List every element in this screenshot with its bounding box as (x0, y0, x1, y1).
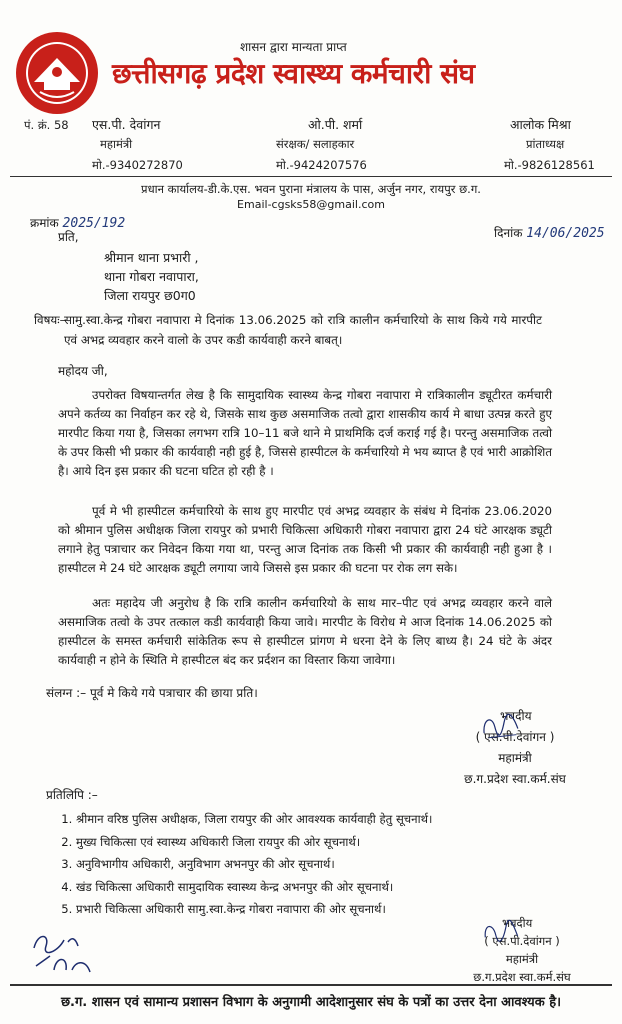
officer-2 (276, 116, 406, 173)
cc-list (54, 808, 574, 921)
signature-name: ( एस.पी.देवांगन ) (484, 934, 560, 948)
ref-label: क्रमांक (30, 216, 59, 230)
officer-role: महामंत्री (100, 137, 133, 151)
paragraph-2: पूर्व मे भी हास्पीटल कर्मचारियो के साथ हुए मारपीट एवं अभद्र व्यवहार के संबंध मे दिनांक 23.06.2020 को श्रीमान पुलिस अधीक्षक जिला रायपुर को प्रभारी चिकित्सा अधिकारी गोबरा नवापारा द्वारा 24 घंटे आरक्षक ड्यूटी लगाने हेतु पत्राचार कर निवेदन किया गया था, परन्तु आज दिनांक तक किसी भी प्रकार की कार्यवाही नही हुआ है । हास्पीटल मे 24 घंटे आरक्षक ड्यूटी लगाया जाये जिससे इस प्रकार की घटना पर रोक लग सके। (58, 504, 552, 575)
officer-role: प्रांताध्यक्ष (526, 137, 565, 151)
addressee-line: श्रीमान थाना प्रभारी , (104, 250, 199, 265)
registration-number: पं. क्रं. 58 (24, 118, 69, 132)
subject-text: सामु.स्वा.केन्द्र गोबरा नवापारा मे दिनांक 13.06.2025 को रात्रि कालीन कर्मचारियो के साथ किये गये मारपीट एवं अभद्र व्यवहार करने वालो के उपर कडी कार्यवाही करने बाबत्। (64, 313, 542, 347)
officer-phone: मो.-9826128561 (504, 158, 595, 172)
officer-name: ओ.पी. शर्मा (308, 117, 363, 132)
union-seal-logo (14, 30, 100, 116)
subject (34, 310, 542, 350)
footer-rule (10, 984, 612, 986)
footer-note: छ.ग. शासन एवं सामान्य प्रशासन विभाग के अनुगामी आदेशानुसार संघ के पत्रों का उत्तर देना आवश्यक है। (60, 995, 562, 1010)
cc-heading: प्रतिलिपि :– (46, 788, 98, 802)
salutation: महोदय जी, (58, 364, 108, 378)
cc-item: 5. प्रभारी चिकित्सा अधिकारी सामु.स्वा.केन्द्र गोबरा नवापारा की ओर सूचनार्थ। (76, 898, 574, 921)
signature-title: महामंत्री (498, 751, 532, 765)
email-address: Email-cgsks58@gmail.com (237, 198, 385, 211)
cc-item: 4. खंड चिकित्सा अधिकारी सामुदायिक स्वास्थ्य केन्द्र अभनपुर की ओर सूचनार्थ। (76, 876, 574, 899)
recognition-line: शासन द्वारा मान्यता प्राप्त (240, 40, 347, 54)
officer-role: संरक्षक/ सलाहकार (276, 137, 355, 151)
subject-label: विषयः– (34, 313, 66, 327)
handwritten-signature-2 (478, 916, 522, 950)
signature-closing: भवदीय (500, 709, 532, 723)
officer-name: एस.पी. देवांगन (92, 117, 161, 132)
ref-value: 2025/192 (62, 216, 126, 231)
officer-3 (504, 116, 614, 173)
addressee (104, 248, 199, 305)
officer-1 (92, 116, 212, 173)
date-label: दिनांक (494, 226, 523, 240)
addressee-line: जिला रायपुर छ0ग0 (104, 288, 196, 303)
header-rule (10, 176, 612, 177)
cc-item: 1. श्रीमान वरिष्ठ पुलिस अधीक्षक, जिला रायपुर की ओर आवश्यक कार्यवाही हेतु सूचनार्थ। (76, 808, 574, 831)
date-line (494, 224, 605, 241)
receipt-handwriting (28, 926, 98, 982)
date-value: 14/06/2025 (526, 226, 605, 241)
signature-block-2 (452, 914, 592, 986)
officer-name: आलोक मिश्रा (510, 117, 571, 132)
handwritten-signature (478, 708, 524, 746)
paragraph-1: उपरोक्त विषयान्तर्गत लेख है कि सामुदायिक स्वास्थ्य केन्द्र गोबरा नवापारा मे रात्रिकालीन ड्यूटीरत कर्मचारी अपने कर्तव्य का निर्वाहन कर रहे थे, जिसके साथ कुछ असमाजिक तत्वो द्वारा शासकीय कार्य मे बाधा उत्पन्न करते हुए मारपीट किया गया है, जिसका लगभग रात्रि 10–11 बजे थाने मे प्राथमिकि दर्ज कराई गई है। परन्तु असमाजिक तत्वो के उपर किसी भी प्रकार की कार्यवाही नही हुई है, जिससे हास्पीटल के कर्मचारियो मे भय ब्याप्त है एवं भारी आक्रोशित है। आये दिन इस प्रकार की घटना घटित हो रही है । (58, 388, 552, 478)
officer-phone: मो.-9340272870 (92, 158, 183, 172)
enclosure: संलग्न :– पूर्व मे किये गये पत्राचार की छाया प्रति। (46, 686, 258, 700)
addressee-line: थाना गोबरा नवापारा, (104, 269, 199, 284)
signature-closing: भवदीय (502, 916, 533, 930)
signature-title: महामंत्री (505, 952, 539, 966)
org-title: छत्तीसगढ़ प्रदेश स्वास्थ्य कर्मचारी संघ (112, 57, 475, 90)
officer-phone: मो.-9424207576 (276, 158, 367, 172)
cc-item: 3. अनुविभागीय अधिकारी, अनुविभाग अभनपुर की ओर सूचनार्थ। (76, 853, 574, 876)
signature-org: छ.ग.प्रदेश स्वा.कर्म.संघ (464, 772, 566, 786)
cc-item: 2. मुख्य चिकित्सा एवं स्वास्थ्य अधिकारी जिला रायपुर की ओर सूचनार्थ। (76, 831, 574, 854)
paragraph-3: अतः महादेय जी अनुरोध है कि रात्रि कालीन कर्मचारियो के साथ मार–पीट एवं अभद्र व्यवहार करने वाले असमाजिक तत्वो के उपर तत्काल कडी कार्यवाही किया जावे। मारपीट के विरोध मे आज दिनांक 14.06.2025 को हास्पीटल के समस्त कर्मचारी सांकेतिक रूप से हास्पीटल प्रांगण मे धरना देने के लिए बाध्य है। 24 घंटे के अंदर कार्यवाही न होने के स्थिति मे हास्पीटल बंद कर प्रर्दशन का विस्तार किया जावेगा। (58, 596, 552, 667)
signature-name: ( एस.पी.देवांगन ) (475, 730, 555, 744)
office-address: प्रधान कार्यालय-डी.के.एस. भवन पुराना मंत्रालय के पास, अर्जुन नगर, रायपुर छ.ग. (141, 182, 481, 196)
signature-org: छ.ग.प्रदेश स्वा.कर्म.संघ (473, 970, 571, 984)
prati: प्रति, (58, 230, 79, 244)
